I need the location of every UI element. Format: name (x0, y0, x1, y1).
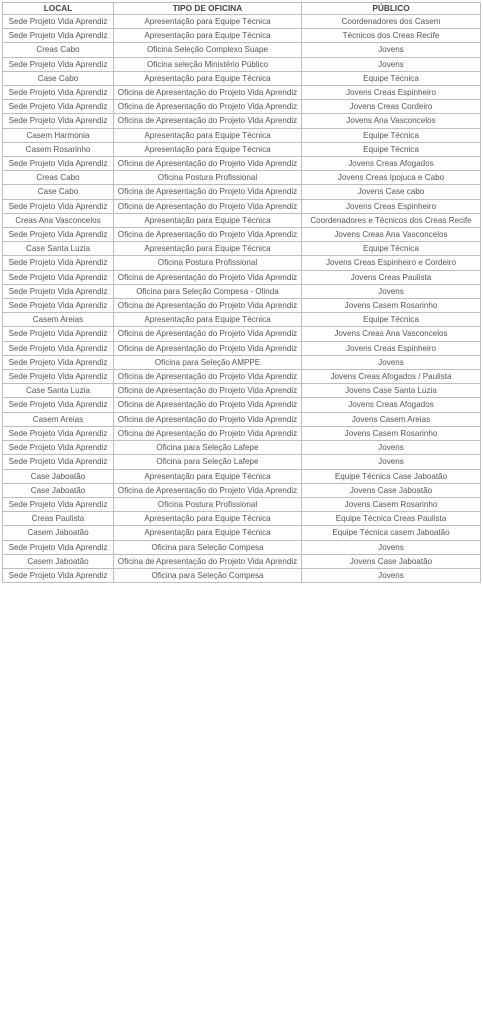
cell-tipo-de-oficina: Apresentação para Equipe Técnica (114, 469, 302, 483)
cell-tipo-de-oficina: Oficina de Apresentação do Projeto Vida Aprendiz (114, 398, 302, 412)
table-row (3, 512, 481, 526)
cell-local: Sede Projeto Vida Aprendiz (3, 157, 114, 171)
table-row (3, 497, 481, 511)
table-row (3, 355, 481, 369)
cell-tipo-de-oficina: Oficina de Apresentação do Projeto Vida Aprendiz (114, 114, 302, 128)
cell-local: Sede Projeto Vida Aprendiz (3, 270, 114, 284)
cell-publico: Jovens Creas Ana Vasconcelos (302, 228, 481, 242)
cell-publico: Jovens (302, 540, 481, 554)
cell-local: Case Cabo (3, 185, 114, 199)
cell-publico: Jovens Creas Espinheiro (302, 86, 481, 100)
table-row (3, 270, 481, 284)
cell-publico: Jovens Creas Ana Vasconcelos (302, 327, 481, 341)
table-row (3, 71, 481, 85)
cell-publico: Coordenadores dos Casem (302, 15, 481, 29)
cell-publico: Jovens (302, 568, 481, 582)
cell-tipo-de-oficina: Apresentação para Equipe Técnica (114, 512, 302, 526)
cell-local: Sede Projeto Vida Aprendiz (3, 228, 114, 242)
cell-local: Sede Projeto Vida Aprendiz (3, 398, 114, 412)
table-row (3, 370, 481, 384)
cell-local: Sede Projeto Vida Aprendiz (3, 355, 114, 369)
cell-publico: Jovens (302, 284, 481, 298)
cell-tipo-de-oficina: Oficina de Apresentação do Projeto Vida Aprendiz (114, 426, 302, 440)
table-row (3, 341, 481, 355)
cell-tipo-de-oficina: Oficina Postura Profissional (114, 171, 302, 185)
cell-local: Creas Cabo (3, 43, 114, 57)
cell-tipo-de-oficina: Apresentação para Equipe Técnica (114, 71, 302, 85)
cell-publico: Coordenadores e Técnicos dos Creas Recife (302, 213, 481, 227)
cell-tipo-de-oficina: Oficina Seleção Complexo Suape (114, 43, 302, 57)
table-row (3, 43, 481, 57)
table-row (3, 540, 481, 554)
cell-local: Sede Projeto Vida Aprendiz (3, 114, 114, 128)
table-row (3, 142, 481, 156)
table-row (3, 185, 481, 199)
table-row (3, 441, 481, 455)
table-row (3, 469, 481, 483)
cell-publico: Técnicos dos Creas Recife (302, 29, 481, 43)
cell-tipo-de-oficina: Apresentação para Equipe Técnica (114, 128, 302, 142)
cell-publico: Jovens (302, 455, 481, 469)
cell-local: Sede Projeto Vida Aprendiz (3, 100, 114, 114)
table-row (3, 384, 481, 398)
cell-local: Sede Projeto Vida Aprendiz (3, 441, 114, 455)
table-row (3, 199, 481, 213)
cell-tipo-de-oficina: Oficina de Apresentação do Projeto Vida Aprendiz (114, 299, 302, 313)
cell-tipo-de-oficina: Oficina de Apresentação do Projeto Vida Aprendiz (114, 341, 302, 355)
cell-publico: Equipe Técnica (302, 142, 481, 156)
cell-tipo-de-oficina: Oficina Postura Profissional (114, 256, 302, 270)
table-row (3, 313, 481, 327)
cell-local: Creas Ana Vasconcelos (3, 213, 114, 227)
cell-publico: Jovens (302, 355, 481, 369)
table-row (3, 455, 481, 469)
cell-local: Sede Projeto Vida Aprendiz (3, 299, 114, 313)
cell-local: Casem Areias (3, 313, 114, 327)
cell-publico: Equipe Técnica casem Jaboatão (302, 526, 481, 540)
table-container (2, 2, 480, 583)
cell-tipo-de-oficina: Oficina para Seleção Compesa - Olinda (114, 284, 302, 298)
cell-tipo-de-oficina: Oficina de Apresentação do Projeto Vida Aprendiz (114, 384, 302, 398)
cell-tipo-de-oficina: Oficina de Apresentação do Projeto Vida Aprendiz (114, 412, 302, 426)
cell-tipo-de-oficina: Oficina de Apresentação do Projeto Vida Aprendiz (114, 86, 302, 100)
cell-publico: Jovens Creas Afogados (302, 398, 481, 412)
table-row (3, 242, 481, 256)
cell-publico: Jovens Casem Rosarinho (302, 299, 481, 313)
cell-tipo-de-oficina: Apresentação para Equipe Técnica (114, 242, 302, 256)
table-body (3, 15, 481, 583)
cell-local: Sede Projeto Vida Aprendiz (3, 15, 114, 29)
table-row (3, 284, 481, 298)
cell-publico: Jovens Creas Cordeiro (302, 100, 481, 114)
cell-publico: Jovens Creas Paulista (302, 270, 481, 284)
cell-publico: Equipe Técnica (302, 71, 481, 85)
cell-tipo-de-oficina: Oficina de Apresentação do Projeto Vida Aprendiz (114, 199, 302, 213)
cell-publico: Jovens Creas Espinheiro (302, 199, 481, 213)
table-row (3, 327, 481, 341)
table-row (3, 100, 481, 114)
cell-tipo-de-oficina: Oficina de Apresentação do Projeto Vida Aprendiz (114, 228, 302, 242)
cell-local: Case Jaboatão (3, 469, 114, 483)
cell-local: Sede Projeto Vida Aprendiz (3, 86, 114, 100)
cell-tipo-de-oficina: Oficina para Seleção Compesa (114, 568, 302, 582)
cell-publico: Jovens Creas Espinheiro e Cordeiro (302, 256, 481, 270)
cell-tipo-de-oficina: Oficina para Seleção Compesa (114, 540, 302, 554)
cell-local: Casem Jaboatão (3, 526, 114, 540)
cell-tipo-de-oficina: Apresentação para Equipe Técnica (114, 313, 302, 327)
cell-local: Creas Cabo (3, 171, 114, 185)
cell-publico: Equipe Técnica (302, 128, 481, 142)
table-row (3, 157, 481, 171)
cell-publico: Jovens Creas Espinheiro (302, 341, 481, 355)
cell-local: Sede Projeto Vida Aprendiz (3, 455, 114, 469)
cell-tipo-de-oficina: Oficina de Apresentação do Projeto Vida Aprendiz (114, 100, 302, 114)
cell-local: Case Santa Luzia (3, 242, 114, 256)
table-row (3, 15, 481, 29)
header-publico: PÚBLICO (302, 3, 481, 15)
cell-publico: Jovens (302, 43, 481, 57)
cell-publico: Jovens (302, 441, 481, 455)
cell-tipo-de-oficina: Oficina para Seleção Lafepe (114, 441, 302, 455)
cell-local: Casem Areias (3, 412, 114, 426)
cell-local: Sede Projeto Vida Aprendiz (3, 540, 114, 554)
cell-tipo-de-oficina: Oficina de Apresentação do Projeto Vida Aprendiz (114, 157, 302, 171)
cell-local: Case Jaboatão (3, 483, 114, 497)
cell-tipo-de-oficina: Oficina Postura Profissional (114, 497, 302, 511)
table-row (3, 526, 481, 540)
cell-local: Sede Projeto Vida Aprendiz (3, 29, 114, 43)
table-row (3, 213, 481, 227)
cell-publico: Equipe Técnica (302, 313, 481, 327)
cell-tipo-de-oficina: Oficina para Seleção Lafepe (114, 455, 302, 469)
oficinas-table (2, 2, 481, 583)
cell-publico: Jovens Case Santa Luzia (302, 384, 481, 398)
cell-publico: Jovens Creas Afogados (302, 157, 481, 171)
table-row (3, 398, 481, 412)
cell-local: Sede Projeto Vida Aprendiz (3, 57, 114, 71)
table-row (3, 171, 481, 185)
table-row (3, 86, 481, 100)
cell-publico: Jovens (302, 57, 481, 71)
table-row (3, 29, 481, 43)
cell-tipo-de-oficina: Oficina para Seleção AMPPE (114, 355, 302, 369)
cell-local: Sede Projeto Vida Aprendiz (3, 370, 114, 384)
table-header-row (3, 3, 481, 15)
cell-tipo-de-oficina: Oficina de Apresentação do Projeto Vida Aprendiz (114, 270, 302, 284)
cell-tipo-de-oficina: Apresentação para Equipe Técnica (114, 15, 302, 29)
cell-tipo-de-oficina: Apresentação para Equipe Técnica (114, 29, 302, 43)
cell-tipo-de-oficina: Oficina de Apresentação do Projeto Vida Aprendiz (114, 327, 302, 341)
cell-local: Casem Harmonia (3, 128, 114, 142)
cell-local: Casem Jaboatão (3, 554, 114, 568)
cell-local: Sede Projeto Vida Aprendiz (3, 341, 114, 355)
cell-publico: Jovens Ana Vasconcelos (302, 114, 481, 128)
header-local: LOCAL (3, 3, 114, 15)
cell-tipo-de-oficina: Oficina de Apresentação do Projeto Vida Aprendiz (114, 483, 302, 497)
cell-publico: Equipe Técnica Creas Paulista (302, 512, 481, 526)
cell-publico: Jovens Casem Rosarinho (302, 497, 481, 511)
table-row (3, 256, 481, 270)
cell-publico: Jovens Creas Afogados / Paulista (302, 370, 481, 384)
cell-local: Sede Projeto Vida Aprendiz (3, 497, 114, 511)
table-row (3, 412, 481, 426)
cell-publico: Jovens Case Jaboatão (302, 554, 481, 568)
cell-publico: Jovens Case Jaboatão (302, 483, 481, 497)
cell-tipo-de-oficina: Oficina de Apresentação do Projeto Vida Aprendiz (114, 370, 302, 384)
cell-local: Casem Rosarinho (3, 142, 114, 156)
cell-publico: Jovens Creas Ipojuca e Cabo (302, 171, 481, 185)
header-tipo-de-oficina: TIPO DE OFICINA (114, 3, 302, 15)
cell-tipo-de-oficina: Apresentação para Equipe Técnica (114, 526, 302, 540)
cell-tipo-de-oficina: Apresentação para Equipe Técnica (114, 142, 302, 156)
table-row (3, 228, 481, 242)
table-row (3, 483, 481, 497)
cell-local: Sede Projeto Vida Aprendiz (3, 327, 114, 341)
table-row (3, 299, 481, 313)
cell-publico: Equipe Técnica (302, 242, 481, 256)
cell-publico: Equipe Técnica Case Jaboatão (302, 469, 481, 483)
cell-local: Creas Paulista (3, 512, 114, 526)
table-row (3, 128, 481, 142)
cell-local: Sede Projeto Vida Aprendiz (3, 426, 114, 440)
cell-tipo-de-oficina: Apresentação para Equipe Técnica (114, 213, 302, 227)
table-row (3, 568, 481, 582)
table-row (3, 554, 481, 568)
cell-publico: Jovens Casem Rosarinho (302, 426, 481, 440)
cell-tipo-de-oficina: Oficina de Apresentação do Projeto Vida Aprendiz (114, 185, 302, 199)
cell-tipo-de-oficina: Oficina de Apresentação do Projeto Vida Aprendiz (114, 554, 302, 568)
cell-publico: Jovens Case cabo (302, 185, 481, 199)
table-row (3, 57, 481, 71)
table-row (3, 114, 481, 128)
cell-publico: Jovens Casem Areias (302, 412, 481, 426)
table-row (3, 426, 481, 440)
cell-local: Sede Projeto Vida Aprendiz (3, 568, 114, 582)
cell-local: Sede Projeto Vida Aprendiz (3, 256, 114, 270)
cell-local: Case Santa Luzia (3, 384, 114, 398)
cell-local: Case Cabo (3, 71, 114, 85)
cell-local: Sede Projeto Vida Aprendiz (3, 284, 114, 298)
cell-local: Sede Projeto Vida Aprendiz (3, 199, 114, 213)
cell-tipo-de-oficina: Oficina seleção Ministério Público (114, 57, 302, 71)
